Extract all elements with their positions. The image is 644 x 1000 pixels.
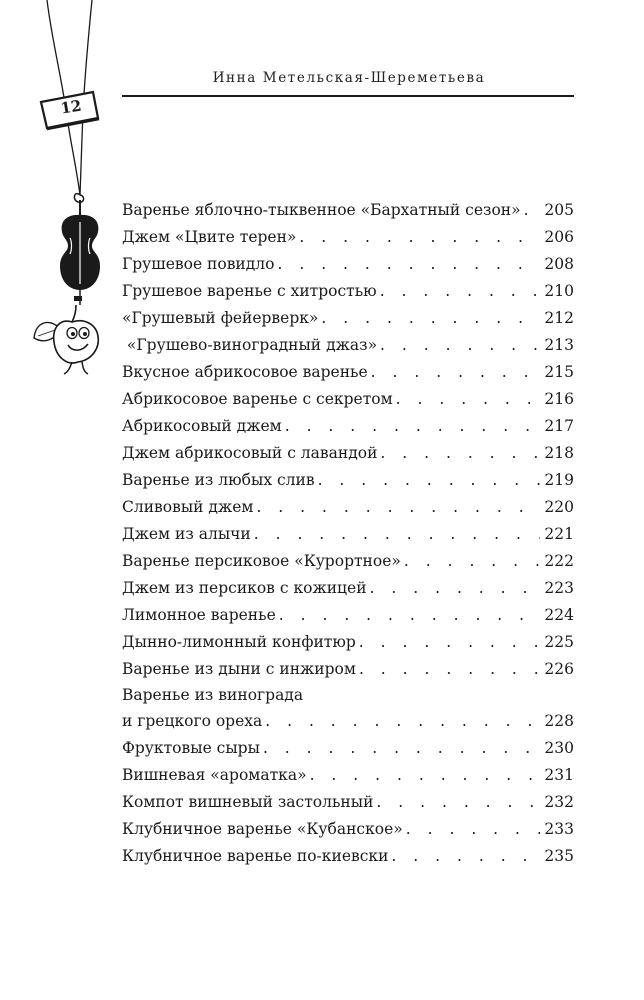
toc-entry-page: 219 bbox=[544, 471, 574, 489]
toc-entry-page: 213 bbox=[544, 336, 574, 354]
toc-entry-title: Грушевое варенье с хитростью bbox=[122, 282, 377, 300]
toc-entry-page: 222 bbox=[544, 552, 574, 570]
toc-entry[interactable] bbox=[122, 278, 574, 305]
toc-entry-title: «Грушево-виноградный джаз» bbox=[122, 336, 378, 354]
toc-entry-page: 226 bbox=[544, 660, 574, 678]
toc-entry-page: 223 bbox=[544, 579, 574, 597]
toc-entry-title-continued: и грецкого ореха bbox=[122, 712, 263, 730]
toc-leader-dots bbox=[265, 708, 540, 735]
toc-entry[interactable] bbox=[122, 359, 574, 386]
toc-entry-title: Лимонное варенье bbox=[122, 606, 276, 624]
toc-entry[interactable] bbox=[122, 843, 574, 870]
toc-entry-page: 228 bbox=[544, 712, 574, 730]
toc-entry-title: Абрикосовое варенье с секретом bbox=[122, 390, 393, 408]
toc-leader-dots bbox=[406, 816, 540, 843]
toc-entry[interactable] bbox=[122, 332, 574, 359]
toc-entry[interactable] bbox=[122, 629, 574, 656]
toc-entry-page: 205 bbox=[544, 201, 574, 219]
toc-entry-page: 206 bbox=[544, 228, 574, 246]
toc-entry-page: 232 bbox=[544, 793, 574, 811]
toc-leader-dots bbox=[376, 789, 540, 816]
toc-entry[interactable] bbox=[122, 602, 574, 629]
toc-entry-page: 231 bbox=[544, 766, 574, 784]
toc-entry-title: Джем из алычи bbox=[122, 525, 251, 543]
toc-entry[interactable] bbox=[122, 762, 574, 789]
toc-entry-page: 221 bbox=[544, 525, 574, 543]
toc-entry-page: 216 bbox=[544, 390, 574, 408]
toc-entry-page: 225 bbox=[544, 633, 574, 651]
toc-leader-dots bbox=[254, 521, 540, 548]
toc-entry[interactable] bbox=[122, 789, 574, 816]
toc-entry-title: Вишневая «ароматка» bbox=[122, 766, 307, 784]
toc-entry[interactable] bbox=[122, 197, 574, 224]
toc-entry-page: 210 bbox=[544, 282, 574, 300]
toc-entry-title: Варенье персиковое «Курортное» bbox=[122, 552, 401, 570]
toc-entry[interactable] bbox=[122, 467, 574, 494]
toc-leader-dots bbox=[279, 602, 540, 629]
toc-entry-page: 233 bbox=[544, 820, 574, 838]
toc-leader-dots bbox=[396, 386, 540, 413]
toc-entry[interactable] bbox=[122, 305, 574, 332]
toc-entry-page: 215 bbox=[544, 363, 574, 381]
toc-entry-title: Грушевое повидло bbox=[122, 255, 275, 273]
toc-leader-dots bbox=[371, 359, 540, 386]
toc-entry-title: Вкусное абрикосовое варенье bbox=[122, 363, 368, 381]
toc-entry[interactable] bbox=[122, 494, 574, 521]
toc-leader-dots bbox=[391, 843, 540, 870]
table-of-contents bbox=[122, 197, 574, 870]
toc-leader-dots bbox=[404, 548, 540, 575]
toc-leader-dots bbox=[263, 735, 540, 762]
toc-entry-page: 224 bbox=[544, 606, 574, 624]
toc-entry-title: Клубничное варенье по-киевски bbox=[122, 847, 389, 865]
toc-entry[interactable] bbox=[122, 413, 574, 440]
toc-leader-dots bbox=[285, 413, 540, 440]
toc-entry-title: Варенье из винограда bbox=[122, 686, 304, 704]
page-number: 12 bbox=[59, 96, 83, 118]
toc-entry-page: 218 bbox=[544, 444, 574, 462]
toc-entry[interactable] bbox=[122, 251, 574, 278]
toc-leader-dots bbox=[278, 251, 541, 278]
toc-entry-title: Клубничное варенье «Кубанское» bbox=[122, 820, 403, 838]
toc-leader-dots bbox=[359, 656, 540, 683]
toc-entry[interactable] bbox=[122, 575, 574, 602]
toc-entry-page: 220 bbox=[544, 498, 574, 516]
toc-entry[interactable] bbox=[122, 548, 574, 575]
toc-leader-dots bbox=[321, 305, 540, 332]
toc-entry[interactable] bbox=[122, 521, 574, 548]
toc-entry-title: Абрикосовый джем bbox=[122, 417, 282, 435]
toc-leader-dots bbox=[380, 440, 540, 467]
toc-entry-title: Фруктовые сыры bbox=[122, 739, 260, 757]
toc-entry[interactable] bbox=[122, 440, 574, 467]
toc-entry-page: 208 bbox=[544, 255, 574, 273]
toc-leader-dots bbox=[310, 762, 540, 789]
toc-entry-title: Варенье из любых слив bbox=[122, 471, 315, 489]
toc-entry-title: «Грушевый фейерверк» bbox=[122, 309, 319, 327]
toc-entry-page: 235 bbox=[544, 847, 574, 865]
toc-entry[interactable] bbox=[122, 816, 574, 843]
toc-entry-title: Джем из персиков с кожицей bbox=[122, 579, 367, 597]
header-rule bbox=[122, 95, 574, 97]
toc-entry-title: Варенье яблочно-тыквенное «Бархатный сезон» bbox=[122, 201, 521, 219]
toc-leader-dots bbox=[256, 494, 540, 521]
toc-entry[interactable] bbox=[122, 224, 574, 251]
toc-leader-dots bbox=[380, 278, 540, 305]
toc-leader-dots bbox=[524, 197, 540, 224]
toc-leader-dots bbox=[380, 332, 540, 359]
toc-entry-title: Компот вишневый застольный bbox=[122, 793, 374, 811]
running-header-author: Инна Метельская-Шереметьева bbox=[212, 70, 486, 86]
toc-entry[interactable] bbox=[122, 656, 574, 683]
toc-leader-dots bbox=[359, 629, 540, 656]
toc-entry-page: 212 bbox=[544, 309, 574, 327]
toc-entry-title: Джем абрикосовый с лавандой bbox=[122, 444, 378, 462]
toc-entry-page: 230 bbox=[544, 739, 574, 757]
toc-leader-dots bbox=[299, 224, 540, 251]
toc-entry[interactable] bbox=[122, 735, 574, 762]
apple-character-icon bbox=[0, 0, 130, 390]
toc-entry-page: 217 bbox=[544, 417, 574, 435]
toc-entry-title: Варенье из дыни с инжиром bbox=[122, 660, 356, 678]
toc-entry-title: Дынно-лимонный конфитюр bbox=[122, 633, 356, 651]
toc-leader-dots bbox=[370, 575, 540, 602]
toc-leader-dots bbox=[318, 467, 540, 494]
toc-entry[interactable] bbox=[122, 683, 574, 735]
toc-entry[interactable] bbox=[122, 386, 574, 413]
toc-entry-title: Сливовый джем bbox=[122, 498, 254, 516]
toc-entry-title: Джем «Цвите терен» bbox=[122, 228, 297, 246]
